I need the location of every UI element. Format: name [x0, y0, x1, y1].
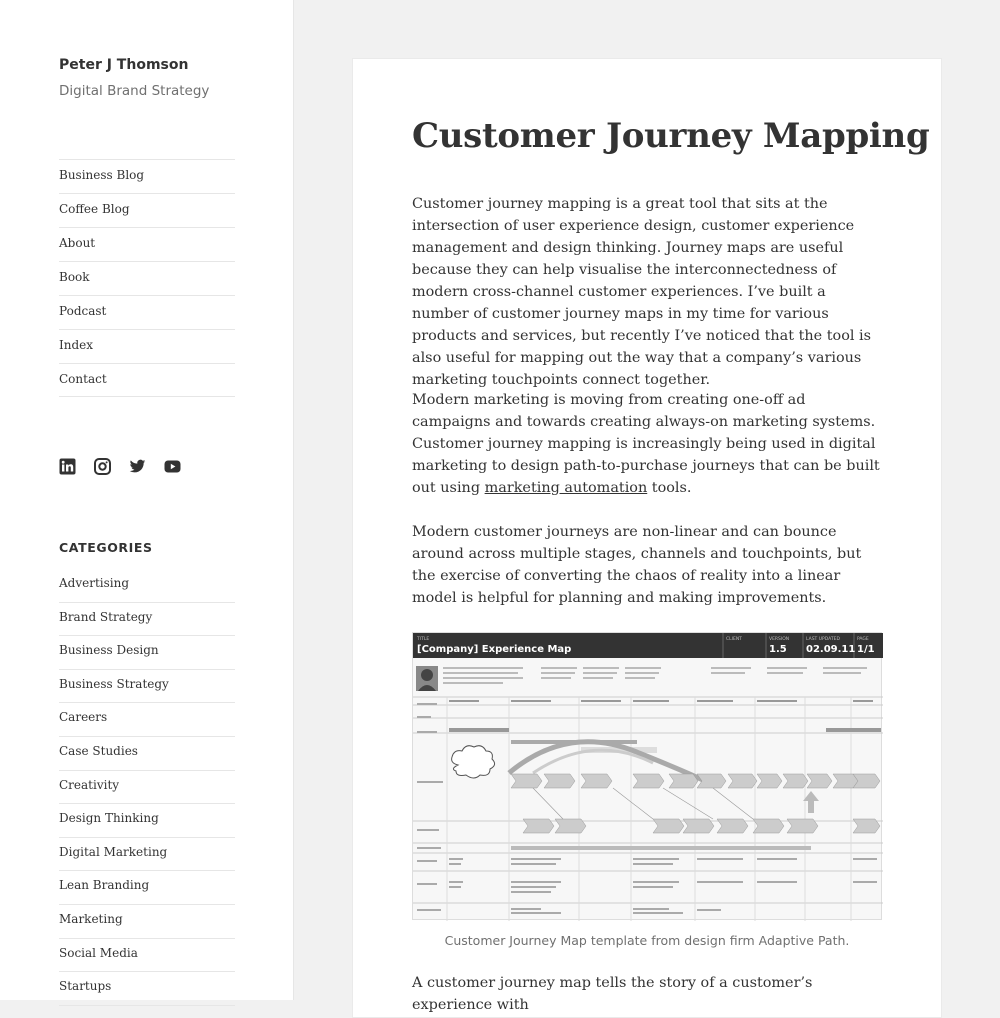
category-item[interactable]: Advertising	[59, 569, 235, 603]
nav-item-book[interactable]: Book	[59, 261, 235, 295]
category-item[interactable]: Business Strategy	[59, 670, 235, 704]
post-title: Customer Journey Mapping	[412, 116, 930, 156]
figure-caption: Customer Journey Map template from design firm Adaptive Path.	[444, 933, 850, 948]
category-item[interactable]: Digital Marketing	[59, 838, 235, 872]
sidebar	[0, 0, 294, 1000]
map-title-label: TITLE	[417, 637, 430, 642]
nav-item-about[interactable]: About	[59, 227, 235, 261]
social-links	[59, 458, 181, 475]
category-item[interactable]: Creativity	[59, 771, 235, 805]
category-item[interactable]: Design Thinking	[59, 804, 235, 838]
category-item[interactable]: Careers	[59, 703, 235, 737]
map-page-label: PAGE	[857, 637, 869, 642]
map-title: [Company] Experience Map	[417, 644, 572, 655]
map-version: 1.5	[769, 644, 787, 655]
nav-item-business-blog[interactable]: Business Blog	[59, 159, 235, 193]
categories-list	[59, 569, 235, 1006]
youtube-icon[interactable]	[164, 458, 181, 475]
nav-item-podcast[interactable]: Podcast	[59, 295, 235, 329]
post-paragraph-4: A customer journey map tells the story of a customer’s experience with	[412, 975, 813, 1013]
instagram-icon[interactable]	[94, 458, 111, 475]
map-page: 1/1	[857, 644, 875, 655]
linkedin-icon[interactable]	[59, 458, 76, 475]
category-item[interactable]: Business Design	[59, 636, 235, 670]
map-version-label: VERSION	[769, 637, 790, 642]
map-updated: 02.09.11	[806, 644, 856, 655]
nav-item-contact[interactable]: Contact	[59, 363, 235, 397]
map-client-label: CLIENT	[726, 637, 742, 642]
category-item[interactable]: Case Studies	[59, 737, 235, 771]
post-paragraph-3: Modern customer journeys are non-linear and can bounce around across multiple stages, channels and touchpoints, but the exercise of converting the chaos of reality into a linear model is helpful for planning and making improvements.	[412, 524, 862, 606]
experience-map-graphic	[413, 633, 883, 921]
nav-item-index[interactable]: Index	[59, 329, 235, 363]
category-item[interactable]: Marketing	[59, 905, 235, 939]
category-item[interactable]: Social Media	[59, 939, 235, 973]
categories-heading: CATEGORIES	[59, 540, 153, 555]
experience-map-image[interactable]	[412, 632, 882, 920]
paragraph-text: tools.	[647, 480, 692, 496]
map-updated-label: LAST UPDATED	[806, 637, 840, 642]
twitter-icon[interactable]	[129, 458, 146, 475]
paragraph-text: Modern marketing is moving from creating one-off ad campaigns and towards creating always-on marketing systems. Customer journey mapping is increasingly being used in digital marketing to design path-to-purchase journeys that can be built out using	[412, 392, 880, 496]
post-paragraph-2	[412, 389, 886, 499]
nav-item-coffee-blog[interactable]: Coffee Blog	[59, 193, 235, 227]
main-nav	[59, 159, 235, 397]
marketing-automation-link[interactable]: marketing automation	[484, 480, 648, 496]
category-item[interactable]: Startups	[59, 972, 235, 1006]
category-item[interactable]: Brand Strategy	[59, 603, 235, 637]
site-title[interactable]: Peter J Thomson	[59, 57, 189, 73]
post-paragraph-1: Customer journey mapping is a great tool that sits at the intersection of user experience design, customer experience management and design thinking. Journey maps are useful because they can help visualise the interconnectedness of modern cross-channel customer experiences. I’ve built a number of customer journey maps in my time for various products and services, but recently I’ve noticed that the tool is also useful for mapping out the way that a company’s various marketing touchpoints connect together.	[412, 196, 872, 388]
site-description: Digital Brand Strategy	[59, 83, 210, 99]
category-item[interactable]: Lean Branding	[59, 871, 235, 905]
